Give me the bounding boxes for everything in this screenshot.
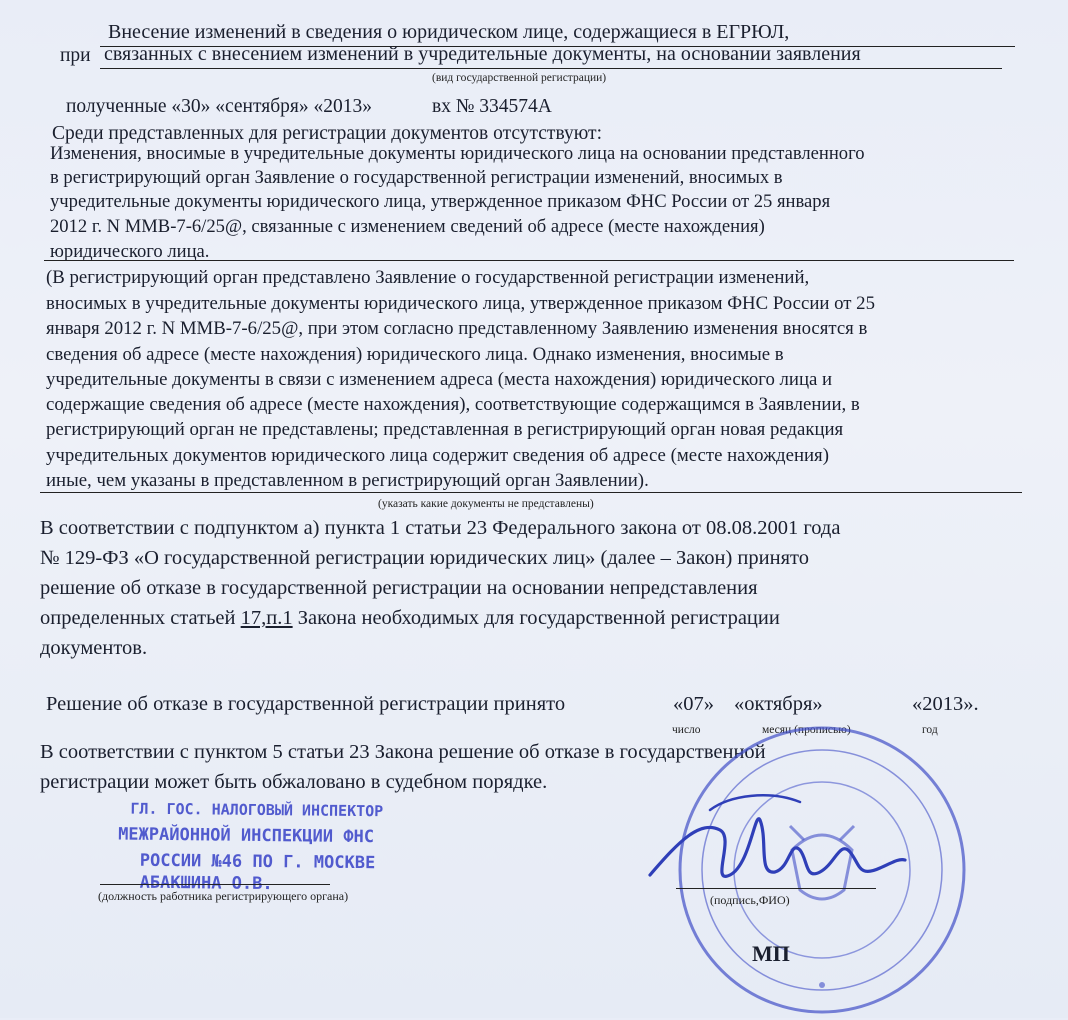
rule [44,260,1014,261]
decision-text: Закона необходимых для государственной регистрации [292,607,780,629]
decision-line: В соответствии с подпунктом а) пункта 1 статьи 23 Федерального закона от 08.08.2001 года [40,517,841,539]
day-caption: число [672,724,701,736]
explanation-line: иные, чем указаны в представленном в регистрирующий орган Заявлении). [46,470,649,491]
appeal-line: В соответствии с пунктом 5 статьи 23 Закона решение об отказе в государственной [40,741,766,763]
missing-docs-caption: (указать какие документы не представлены) [378,498,594,510]
explanation-line: учредительных документов юридического лица содержит сведения об адресе (месте нахождения) [46,445,829,466]
rule [40,492,1022,493]
appeal-line: регистрации может быть обжаловано в судебном порядке. [40,771,548,793]
stamp-line: РОССИИ №46 ПО Г. МОСКВЕ [139,850,376,874]
registration-type-line2: связанных с внесением изменений в учредительные документы, на основании заявления [104,43,861,65]
decision-line: документов. [40,637,148,659]
incoming-number: вх № 334574А [432,96,552,117]
received-date: полученные «30» «сентября» «2013» [66,96,372,117]
missing-intro: Среди представленных для регистрации документов отсутствуют: [52,123,602,144]
explanation-line: содержащие сведения об адресе (месте нахождения), соответствующие содержащимся в Заявлении, в [46,394,860,415]
missing-line: в регистрирующий орган Заявление о государственной регистрации изменений, вносимых в [50,167,783,188]
law-article-ref: 17,п.1 [240,607,293,629]
explanation-line: января 2012 г. N ММВ-7-6/25@, при этом согласно представленному Заявлению изменения вносятся в [46,318,868,339]
decision-line: № 129-ФЗ «О государственной регистрации юридических лиц» (далее – Закон) принято [40,547,809,569]
decision-day: «07» [673,693,714,715]
decision-line-4 [40,606,780,630]
decision-line: решение об отказе в государственной регистрации на основании непредставления [40,577,758,599]
year-caption: год [922,724,938,736]
explanation-line: сведения об адресе (месте нахождения) юридического лица. Однако изменения, вносимые в [46,344,784,365]
missing-line: юридического лица. [50,241,210,262]
signature-icon [640,780,910,910]
decision-text: определенных статьей [40,607,241,629]
explanation-line: (В регистрирующий орган представлено Заявление о государственной регистрации изменений, [46,267,810,288]
position-caption: (должность работника регистрирующего органа) [98,889,349,903]
decision-year: «2013». [912,693,979,715]
signature-caption: (подпись,ФИО) [710,893,790,907]
explanation-line: вносимых в учредительные документы юридического лица, утвержденное приказом ФНС России от 25 [46,293,875,314]
stamp-line: АБАКШИНА О.В. [139,872,273,895]
registration-type-line1: Внесение изменений в сведения о юридическом лице, содержащиеся в ЕГРЮЛ, [108,21,790,43]
decision-date-text: Решение об отказе в государственной регистрации принято [46,693,566,715]
stamp-line: МЕЖРАЙОННОЙ ИНСПЕКЦИИ ФНС [118,824,375,848]
explanation-line: регистрирующий орган не представлены; представленная в регистрирующий орган новая редакция [46,419,844,440]
rule [100,884,330,885]
pri-label: при [60,45,91,66]
missing-line: Изменения, вносимые в учредительные документы юридического лица на основании представленного [50,143,865,164]
missing-line: учредительные документы юридического лица, утвержденное приказом ФНС России от 25 января [50,191,831,212]
mp-label: МП [752,941,790,966]
registration-type-caption: (вид государственной регистрации) [432,72,607,84]
decision-month: «октября» [734,693,823,715]
month-caption: месяц (прописью) [762,724,851,736]
missing-line: 2012 г. N ММВ-7-6/25@, связанные с изменением сведений об адресе (месте нахождения) [50,216,765,237]
stamp-line: ГЛ. ГОС. НАЛОГОВЫЙ ИНСПЕКТОР [130,799,384,821]
rule [100,68,1002,69]
explanation-line: учредительные документы в связи с изменением адреса (места нахождения) юридического лица и [46,369,833,390]
rule [676,888,876,889]
